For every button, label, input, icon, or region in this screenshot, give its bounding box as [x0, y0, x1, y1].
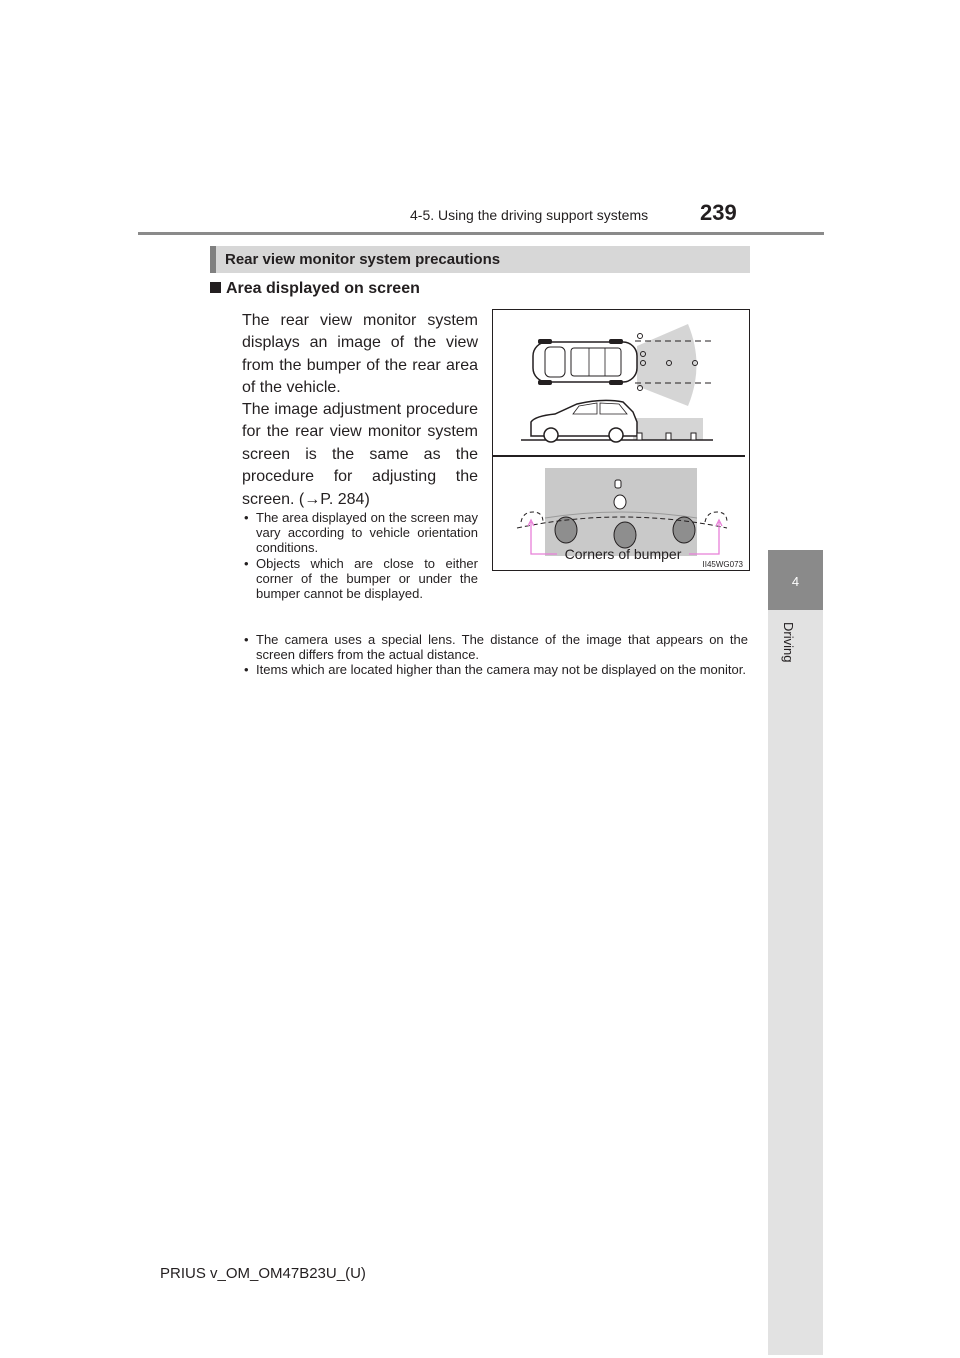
- bumper-corner-right: [705, 512, 727, 522]
- object-marker: [666, 433, 671, 440]
- bumper-corner-left: [521, 512, 543, 522]
- notes-list-narrow: [242, 510, 478, 601]
- object-marker: [673, 517, 695, 543]
- body-paragraph-1: The rear view monitor system displays an image of the view from the bumper of the rear area of the vehicle.: [242, 312, 478, 397]
- note-item: • The area displayed on the screen may vary according to vehicle orientation conditions.: [242, 510, 478, 556]
- rear-view-area-figure: [492, 309, 750, 571]
- figure-code: II45WG073: [702, 560, 743, 569]
- section-title: Rear view monitor system precautions: [225, 251, 501, 268]
- object-marker: [691, 433, 696, 440]
- car-side-view-icon: [531, 400, 637, 442]
- document-code: PRIUS v_OM_OM47B23U_(U): [160, 1265, 366, 1282]
- note-item: • Objects which are close to either corner of the bumper or under the bumper cannot be displayed.: [242, 556, 478, 602]
- square-bullet-icon: [210, 282, 221, 293]
- callout-label: Corners of bumper: [564, 546, 682, 562]
- object-marker: [637, 433, 642, 440]
- page-number: 239: [700, 200, 737, 225]
- object-marker: [615, 480, 621, 488]
- object-marker: [614, 522, 636, 548]
- figure-illustration: [493, 310, 749, 570]
- body-paragraph-2: The image adjustment procedure for the rear view monitor system screen is the same as the procedure for adjusting the screen. (→P. 284): [242, 401, 478, 508]
- car-top-view-icon: [533, 334, 643, 391]
- chapter-number: 4: [791, 574, 800, 589]
- notes-list-wide: [242, 632, 748, 678]
- camera-view-area: [637, 324, 697, 406]
- chapter-name: Driving: [781, 622, 796, 663]
- note-item: • Items which are located higher than the camera may not be displayed on the monitor.: [242, 662, 748, 677]
- subheading: Area displayed on screen: [226, 280, 420, 297]
- object-marker: [614, 495, 626, 509]
- running-header-section: 4-5. Using the driving support systems: [410, 207, 649, 223]
- note-item: • The camera uses a special lens. The distance of the image that appears on the screen differs from the actual distance.: [242, 632, 748, 662]
- chapter-tab-strip: [768, 610, 823, 1355]
- header-rule: [138, 232, 824, 235]
